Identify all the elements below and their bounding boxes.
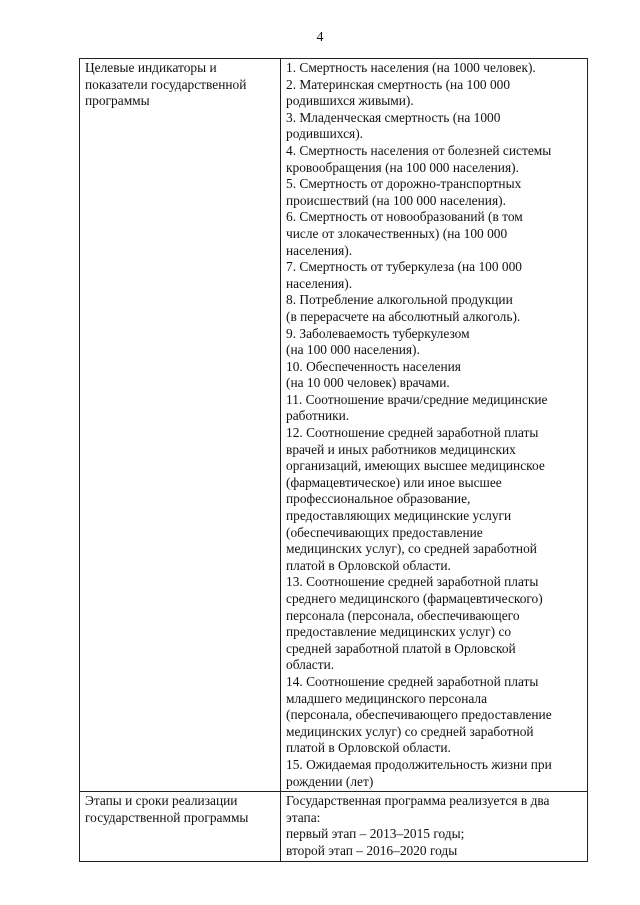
row-label-line: государственной программы bbox=[85, 809, 249, 825]
row-label-line: показатели государственной bbox=[85, 76, 247, 92]
table-row-target-indicators bbox=[80, 59, 588, 792]
row-label-line: Целевые индикаторы и bbox=[85, 60, 217, 75]
indicator-line: 15. Ожидаемая продолжительность жизни при bbox=[286, 756, 552, 772]
row-label-line: программы bbox=[85, 93, 150, 109]
indicator-line: 10. Обеспеченность населения bbox=[286, 358, 461, 374]
indicator-line: рождении (лет) bbox=[286, 773, 374, 789]
indicator-line: 7. Смертность от туберкулеза (на 100 000 bbox=[286, 259, 522, 275]
indicator-line: населения). bbox=[286, 242, 353, 258]
indicator-line: 12. Соотношение средней заработной платы bbox=[286, 425, 539, 441]
indicator-line: организаций, имеющих высшее медицинское bbox=[286, 458, 545, 474]
indicator-line: 2. Материнская смертность (на 100 000 bbox=[286, 76, 511, 92]
indicator-line: предоставление медицинских услуг) со bbox=[286, 624, 512, 640]
stage-line: первый этап – 2013–2015 годы; bbox=[286, 826, 465, 842]
indicator-line: (фармацевтическое) или иное высшее bbox=[286, 474, 502, 490]
indicator-line: средней заработной платой в Орловской bbox=[286, 640, 516, 656]
indicator-line: числе от злокачественных) (на 100 000 bbox=[286, 225, 508, 241]
indicator-line: платой в Орловской области. bbox=[286, 557, 451, 573]
indicator-line: 14. Соотношение средней заработной платы bbox=[286, 673, 539, 689]
row-value-cell bbox=[281, 792, 588, 861]
indicator-line: медицинских услуг), со средней заработной bbox=[286, 541, 537, 557]
indicator-line: кровообращения (на 100 000 населения). bbox=[286, 159, 519, 175]
stage-line: Государственная программа реализуется в два bbox=[286, 793, 550, 809]
row-label-cell bbox=[80, 792, 281, 861]
indicator-line: среднего медицинского (фармацевтического) bbox=[286, 591, 543, 606]
stage-line: второй этап – 2016–2020 годы bbox=[286, 842, 458, 858]
indicator-line: 6. Смертность от новообразований (в том bbox=[286, 209, 523, 225]
indicator-line: профессиональное образование, bbox=[286, 491, 471, 507]
indicator-line: (в перерасчете на абсолютный алкоголь). bbox=[286, 308, 521, 324]
table-row-stages-and-terms bbox=[80, 792, 588, 861]
program-passport-table bbox=[79, 58, 588, 862]
indicator-line: 11. Соотношение врачи/средние медицинские bbox=[286, 391, 548, 407]
indicator-line: происшествий (на 100 000 населения). bbox=[286, 192, 506, 208]
indicator-line: 3. Младенческая смертность (на 1000 bbox=[286, 109, 501, 125]
indicator-line: платой в Орловской области. bbox=[286, 740, 451, 756]
indicator-line: работники. bbox=[286, 408, 350, 424]
indicator-line: (персонала, обеспечивающего предоставление bbox=[286, 707, 552, 723]
indicator-line: 4. Смертность населения от болезней системы bbox=[286, 142, 552, 158]
indicator-line: 9. Заболеваемость туберкулезом bbox=[286, 325, 470, 341]
indicator-line: предоставляющих медицинские услуги bbox=[286, 508, 512, 524]
indicator-line: 5. Смертность от дорожно-транспортных bbox=[286, 176, 522, 192]
row-label-cell bbox=[80, 59, 281, 792]
page-number: 4 bbox=[316, 30, 324, 45]
indicator-line: населения). bbox=[286, 275, 353, 291]
stage-line: этапа: bbox=[286, 809, 321, 825]
indicator-line: родившихся). bbox=[286, 126, 364, 142]
row-value-cell bbox=[281, 59, 588, 792]
indicator-line: врачей и иных работников медицинских bbox=[286, 441, 516, 457]
indicator-line: (обеспечивающих предоставление bbox=[286, 524, 483, 540]
indicator-line: 1. Смертность населения (на 1000 человек). bbox=[286, 60, 536, 75]
row-label-line: Этапы и сроки реализации bbox=[85, 793, 238, 809]
indicator-line: (на 100 000 населения). bbox=[286, 342, 420, 358]
indicator-line: области. bbox=[286, 657, 335, 673]
indicator-line: персонала (персонала, обеспечивающего bbox=[286, 607, 520, 623]
indicator-line: 8. Потребление алкогольной продукции bbox=[286, 292, 513, 308]
indicator-line: младшего медицинского персонала bbox=[286, 690, 488, 706]
indicator-line: родившихся живыми). bbox=[286, 93, 414, 109]
indicator-line: 13. Соотношение средней заработной платы bbox=[286, 574, 539, 590]
indicator-line: (на 10 000 человек) врачами. bbox=[286, 375, 450, 391]
indicator-line: медицинских услуг) со средней заработной bbox=[286, 723, 534, 739]
